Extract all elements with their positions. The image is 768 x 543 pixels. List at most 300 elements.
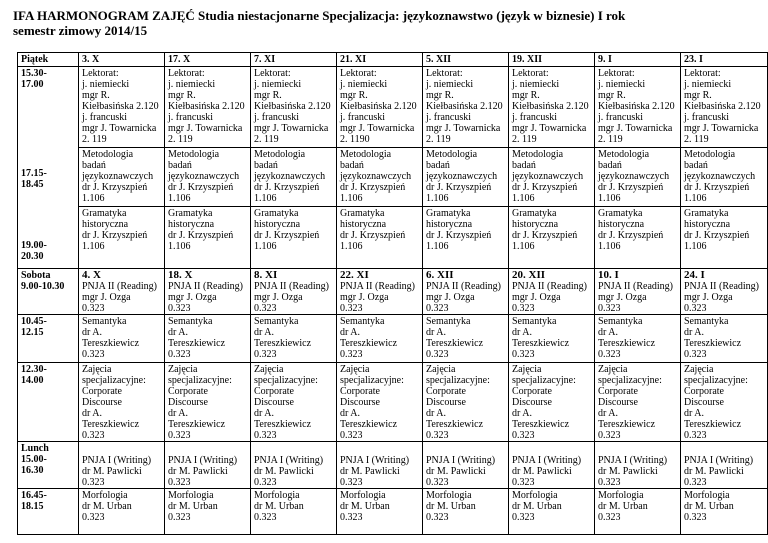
pnja2-line: 0.323 bbox=[340, 303, 363, 314]
class-cell bbox=[423, 363, 509, 442]
morfologia-row-line: dr M. Urban bbox=[254, 501, 304, 512]
saturday-date bbox=[681, 269, 768, 315]
metodologia-line: dr J. Krzyszpień bbox=[512, 182, 578, 193]
class-cell bbox=[165, 315, 251, 363]
morfologia-row-line: 0.323 bbox=[684, 512, 707, 523]
pnja2-line: 0.323 bbox=[684, 303, 707, 314]
saturday-date-text: 20. XII bbox=[512, 269, 546, 281]
gramatyka-line: 1.106 bbox=[82, 241, 105, 252]
lektorat-line: Kiełbasińska 2.120 bbox=[168, 101, 245, 112]
lektorat-line: mgr R. bbox=[168, 90, 196, 101]
pnja2-line: PNJA II (Reading) bbox=[82, 281, 157, 292]
zajecia-row-line: Zajęcia bbox=[598, 364, 628, 375]
class-cell bbox=[595, 363, 681, 442]
saturday-day-label bbox=[18, 269, 79, 315]
metodologia-line: 1.106 bbox=[254, 193, 277, 204]
zajecia-row-line: 0.323 bbox=[168, 430, 191, 441]
metodologia-line: językoznawczych bbox=[684, 171, 756, 182]
friday-date: 3. X bbox=[79, 53, 165, 67]
semantyka-row-line: Tereszkiewicz bbox=[340, 338, 398, 349]
morfologia-row-line: dr M. Urban bbox=[684, 501, 734, 512]
semantyka-row-line: 0.323 bbox=[512, 349, 535, 360]
morfologia-row bbox=[18, 489, 768, 535]
lektorat-line: Lektorat: bbox=[168, 68, 205, 79]
day-name: Sobota bbox=[21, 270, 51, 281]
metodologia-line: 1.106 bbox=[340, 193, 363, 204]
lektorat-line: mgr J. Towarnicka bbox=[340, 123, 415, 134]
metodologia-line: badań bbox=[426, 160, 450, 171]
lektorat-line: Kiełbasińska 2.120 bbox=[340, 101, 417, 112]
gramatyka-line: dr J. Krzyszpień bbox=[598, 230, 664, 241]
metodologia-block bbox=[423, 147, 508, 204]
lektorat-line: Kiełbasińska 2.120 bbox=[598, 101, 675, 112]
zajecia-row-line: Tereszkiewicz bbox=[82, 419, 140, 430]
lektorat-line: j. francuski bbox=[426, 112, 471, 123]
gramatyka-line: dr J. Krzyszpień bbox=[340, 230, 406, 241]
zajecia-row-line: Corporate bbox=[168, 386, 208, 397]
zajecia-row-line: Tereszkiewicz bbox=[598, 419, 656, 430]
lektorat-line: j. niemiecki bbox=[168, 79, 216, 90]
semantyka-row-line: 0.323 bbox=[254, 349, 277, 360]
gramatyka-line: dr J. Krzyszpień bbox=[168, 230, 234, 241]
pnja2-line: 0.323 bbox=[254, 303, 277, 314]
zajecia-row-line: Corporate bbox=[512, 386, 552, 397]
zajecia-row-line: 0.323 bbox=[82, 430, 105, 441]
gramatyka-block bbox=[681, 206, 767, 252]
lektorat-line: 2. 119 bbox=[598, 134, 623, 145]
semantyka-row-line: dr A. bbox=[168, 327, 188, 338]
semantyka-row-line: Semantyka bbox=[598, 316, 643, 327]
morfologia-row-line: dr M. Urban bbox=[426, 501, 476, 512]
time-slot: 15.00- 16.30 bbox=[21, 454, 47, 476]
gramatyka-block bbox=[79, 206, 164, 252]
lektorat-line: mgr R. bbox=[254, 90, 282, 101]
pnja1-row bbox=[18, 442, 768, 489]
friday-classes-row bbox=[18, 67, 768, 269]
saturday-date bbox=[509, 269, 595, 315]
saturday-date-text: 24. I bbox=[684, 269, 705, 281]
time-slot: 19.00- 20.30 bbox=[21, 240, 47, 262]
pnja1-row-line: dr M. Pawlicki bbox=[426, 466, 486, 477]
schedule-table bbox=[17, 52, 768, 535]
zajecia-row-line: Corporate bbox=[598, 386, 638, 397]
metodologia-line: dr J. Krzyszpień bbox=[340, 182, 406, 193]
lektorat-line: 2. 119 bbox=[254, 134, 279, 145]
gramatyka-line: 1.106 bbox=[168, 241, 191, 252]
zajecia-row-line: Tereszkiewicz bbox=[254, 419, 312, 430]
class-cell bbox=[509, 442, 595, 489]
zajecia-row-line: Zajęcia bbox=[426, 364, 456, 375]
metodologia-line: językoznawczych bbox=[254, 171, 326, 182]
lektorat-line: 2. 119 bbox=[512, 134, 537, 145]
metodologia-line: językoznawczych bbox=[512, 171, 584, 182]
metodologia-line: 1.106 bbox=[426, 193, 449, 204]
gramatyka-line: 1.106 bbox=[512, 241, 535, 252]
pnja2-line: PNJA II (Reading) bbox=[168, 281, 243, 292]
class-cell bbox=[423, 442, 509, 489]
zajecia-row-line: Discourse bbox=[82, 397, 122, 408]
gramatyka-line: Gramatyka bbox=[168, 208, 213, 219]
time-slot: 16.45- 18.15 bbox=[21, 490, 47, 512]
pnja1-row-line: PNJA I (Writing) bbox=[684, 455, 754, 466]
metodologia-line: badań bbox=[340, 160, 364, 171]
saturday-date bbox=[337, 269, 423, 315]
metodologia-line: dr J. Krzyszpień bbox=[684, 182, 750, 193]
class-cell bbox=[423, 315, 509, 363]
metodologia-line: językoznawczych bbox=[426, 171, 498, 182]
lektorat-line: Lektorat: bbox=[82, 68, 119, 79]
zajecia-row-line: 0.323 bbox=[426, 430, 449, 441]
pnja2-line: mgr J. Ozga bbox=[340, 292, 389, 303]
lektorat-line: j. francuski bbox=[512, 112, 557, 123]
class-cell bbox=[423, 489, 509, 535]
class-cell bbox=[509, 363, 595, 442]
metodologia-block bbox=[79, 147, 164, 204]
morfologia-row-line: Morfologia bbox=[82, 490, 128, 501]
zajecia-row-line: Zajęcia bbox=[254, 364, 284, 375]
morfologia-row-line: 0.323 bbox=[168, 512, 191, 523]
spacer bbox=[598, 443, 678, 455]
lektorat-line: 2. 119 bbox=[426, 134, 451, 145]
morfologia-row-line: dr M. Urban bbox=[82, 501, 132, 512]
semantyka-row-line: 0.323 bbox=[168, 349, 191, 360]
gramatyka-line: historyczna bbox=[684, 219, 731, 230]
metodologia-line: Metodologia bbox=[598, 149, 650, 160]
metodologia-line: Metodologia bbox=[340, 149, 392, 160]
lektorat-line: j. francuski bbox=[254, 112, 299, 123]
zajecia-row-line: specjalizacyjne: bbox=[598, 375, 662, 386]
saturday-date-text: 6. XII bbox=[426, 269, 454, 281]
friday-cell bbox=[79, 67, 165, 269]
friday-cell bbox=[423, 67, 509, 269]
zajecia-row-line: Tereszkiewicz bbox=[512, 419, 570, 430]
gramatyka-line: Gramatyka bbox=[426, 208, 471, 219]
spacer bbox=[168, 443, 248, 455]
pnja1-row-line: PNJA I (Writing) bbox=[168, 455, 238, 466]
class-cell bbox=[251, 363, 337, 442]
saturday-header-row bbox=[18, 269, 768, 315]
metodologia-line: dr J. Krzyszpień bbox=[426, 182, 492, 193]
semantyka-row-line: dr A. bbox=[340, 327, 360, 338]
metodologia-line: dr J. Krzyszpień bbox=[598, 182, 664, 193]
pnja2-line: mgr J. Ozga bbox=[168, 292, 217, 303]
gramatyka-block bbox=[337, 206, 422, 252]
pnja2-line: PNJA II (Reading) bbox=[684, 281, 759, 292]
semantyka-row-line: dr A. bbox=[82, 327, 102, 338]
zajecia-row-line: specjalizacyjne: bbox=[82, 375, 146, 386]
lektorat-line: 2. 119 bbox=[82, 134, 107, 145]
morfologia-row-line: 0.323 bbox=[340, 512, 363, 523]
spacer bbox=[426, 443, 506, 455]
metodologia-line: dr J. Krzyszpień bbox=[168, 182, 234, 193]
pnja2-line: mgr J. Ozga bbox=[684, 292, 733, 303]
lektorat-line: mgr R. bbox=[340, 90, 368, 101]
zajecia-row-line: specjalizacyjne: bbox=[340, 375, 404, 386]
lektorat-line: 2. 119 bbox=[168, 134, 193, 145]
pnja1-row-line: 0.323 bbox=[254, 477, 277, 488]
lektorat-line: Kiełbasińska 2.120 bbox=[82, 101, 159, 112]
lektorat-line: Kiełbasińska 2.120 bbox=[254, 101, 331, 112]
semantyka-row-line: Tereszkiewicz bbox=[426, 338, 484, 349]
metodologia-line: Metodologia bbox=[254, 149, 306, 160]
gramatyka-line: Gramatyka bbox=[598, 208, 643, 219]
zajecia-row-line: Tereszkiewicz bbox=[168, 419, 226, 430]
lektorat-line: j. francuski bbox=[598, 112, 643, 123]
zajecia-row-line: Discourse bbox=[684, 397, 724, 408]
lektorat-line: mgr J. Towarnicka bbox=[598, 123, 673, 134]
semantyka-row-line: 0.323 bbox=[340, 349, 363, 360]
spacer bbox=[21, 190, 76, 240]
zajecia-row-line: specjalizacyjne: bbox=[684, 375, 748, 386]
zajecia-row-line: Corporate bbox=[426, 386, 466, 397]
zajecia-row-line: dr A. bbox=[340, 408, 360, 419]
semantyka-row-line: Semantyka bbox=[168, 316, 213, 327]
friday-cell bbox=[251, 67, 337, 269]
morfologia-row-line: Morfologia bbox=[512, 490, 558, 501]
morfologia-row-line: Morfologia bbox=[340, 490, 386, 501]
gramatyka-line: 1.106 bbox=[254, 241, 277, 252]
lektorat-line: j. niemiecki bbox=[82, 79, 130, 90]
lektorat-line: mgr J. Towarnicka bbox=[426, 123, 501, 134]
gramatyka-block bbox=[423, 206, 508, 252]
semantyka-row-line: Tereszkiewicz bbox=[254, 338, 312, 349]
gramatyka-line: Gramatyka bbox=[254, 208, 299, 219]
lektorat-line: j. francuski bbox=[168, 112, 213, 123]
class-cell bbox=[79, 442, 165, 489]
gramatyka-line: Gramatyka bbox=[512, 208, 557, 219]
metodologia-line: dr J. Krzyszpień bbox=[82, 182, 148, 193]
pnja1-row-line: 0.323 bbox=[340, 477, 363, 488]
semantyka-row-line: Semantyka bbox=[426, 316, 471, 327]
document-title bbox=[13, 8, 763, 38]
lektorat-line: Lektorat: bbox=[598, 68, 635, 79]
friday-date: 17. X bbox=[165, 53, 251, 67]
lektorat-line: mgr R. bbox=[684, 90, 712, 101]
zajecia-row-line: Zajęcia bbox=[82, 364, 112, 375]
pnja2-line: mgr J. Ozga bbox=[598, 292, 647, 303]
morfologia-row-line: 0.323 bbox=[254, 512, 277, 523]
lunch-label: Lunch bbox=[21, 443, 49, 454]
zajecia-row-line: Zajęcia bbox=[512, 364, 542, 375]
semantyka-row-line: Tereszkiewicz bbox=[684, 338, 742, 349]
lektorat-line: mgr R. bbox=[512, 90, 540, 101]
semantyka-row-line: dr A. bbox=[598, 327, 618, 338]
semantyka-row-line: dr A. bbox=[512, 327, 532, 338]
gramatyka-block bbox=[595, 206, 680, 252]
lektorat-line: mgr J. Towarnicka bbox=[512, 123, 587, 134]
time-label bbox=[18, 489, 79, 535]
semantyka-row bbox=[18, 315, 768, 363]
friday-date: 9. I bbox=[595, 53, 681, 67]
semantyka-row-line: 0.323 bbox=[82, 349, 105, 360]
saturday-date bbox=[423, 269, 509, 315]
gramatyka-line: historyczna bbox=[598, 219, 645, 230]
class-cell bbox=[251, 315, 337, 363]
pnja1-row-line: PNJA I (Writing) bbox=[254, 455, 324, 466]
morfologia-row-line: 0.323 bbox=[512, 512, 535, 523]
zajecia-row-line: Corporate bbox=[82, 386, 122, 397]
friday-date: 21. XI bbox=[337, 53, 423, 67]
lektorat-line: 2. 119 bbox=[684, 134, 709, 145]
saturday-date-text: 10. I bbox=[598, 269, 619, 281]
class-cell bbox=[251, 442, 337, 489]
lektorat-line: mgr R. bbox=[426, 90, 454, 101]
metodologia-block bbox=[165, 147, 250, 204]
lektorat-line: j. francuski bbox=[684, 112, 729, 123]
class-cell bbox=[337, 315, 423, 363]
metodologia-line: badań bbox=[684, 160, 708, 171]
pnja2-line: 0.323 bbox=[426, 303, 449, 314]
lektorat-line: mgr J. Towarnicka bbox=[684, 123, 759, 134]
zajecia-row-line: specjalizacyjne: bbox=[254, 375, 318, 386]
spacer bbox=[21, 90, 76, 168]
class-cell bbox=[165, 489, 251, 535]
morfologia-row-line: 0.323 bbox=[82, 512, 105, 523]
morfologia-row-line: Morfologia bbox=[426, 490, 472, 501]
metodologia-line: Metodologia bbox=[168, 149, 220, 160]
semantyka-row-line: Semantyka bbox=[82, 316, 127, 327]
saturday-date bbox=[251, 269, 337, 315]
class-cell bbox=[595, 442, 681, 489]
semantyka-row-line: Tereszkiewicz bbox=[82, 338, 140, 349]
metodologia-line: badań bbox=[598, 160, 622, 171]
time-label bbox=[18, 315, 79, 363]
gramatyka-line: dr J. Krzyszpień bbox=[426, 230, 492, 241]
pnja2-line: mgr J. Ozga bbox=[512, 292, 561, 303]
friday-times bbox=[18, 67, 79, 269]
metodologia-line: badań bbox=[82, 160, 106, 171]
gramatyka-line: dr J. Krzyszpień bbox=[82, 230, 148, 241]
gramatyka-line: dr J. Krzyszpień bbox=[684, 230, 750, 241]
pnja1-row-line: PNJA I (Writing) bbox=[598, 455, 668, 466]
gramatyka-line: dr J. Krzyszpień bbox=[512, 230, 578, 241]
pnja1-row-line: dr M. Pawlicki bbox=[340, 466, 400, 477]
metodologia-line: 1.106 bbox=[168, 193, 191, 204]
lektorat-line: j. niemiecki bbox=[512, 79, 560, 90]
semantyka-row-line: Semantyka bbox=[512, 316, 557, 327]
lektorat-line: Lektorat: bbox=[340, 68, 377, 79]
class-cell bbox=[337, 489, 423, 535]
zajecia-row-line: specjalizacyjne: bbox=[512, 375, 576, 386]
gramatyka-line: 1.106 bbox=[684, 241, 707, 252]
lektorat-line: mgr J. Towarnicka bbox=[168, 123, 243, 134]
gramatyka-line: Gramatyka bbox=[82, 208, 127, 219]
metodologia-line: Metodologia bbox=[512, 149, 564, 160]
morfologia-row-line: 0.323 bbox=[598, 512, 621, 523]
semantyka-row-line: Tereszkiewicz bbox=[168, 338, 226, 349]
metodologia-line: badań bbox=[512, 160, 536, 171]
semantyka-row-line: dr A. bbox=[254, 327, 274, 338]
metodologia-line: językoznawczych bbox=[598, 171, 670, 182]
class-cell bbox=[165, 442, 251, 489]
class-cell bbox=[337, 442, 423, 489]
semantyka-row-line: 0.323 bbox=[598, 349, 621, 360]
zajecia-row-line: Discourse bbox=[168, 397, 208, 408]
zajecia-row-line: Discourse bbox=[598, 397, 638, 408]
class-cell bbox=[79, 489, 165, 535]
pnja1-row-line: 0.323 bbox=[426, 477, 449, 488]
friday-cell bbox=[165, 67, 251, 269]
metodologia-line: badań bbox=[168, 160, 192, 171]
semantyka-row-line: Tereszkiewicz bbox=[598, 338, 656, 349]
gramatyka-line: historyczna bbox=[254, 219, 301, 230]
zajecia-row-line: specjalizacyjne: bbox=[168, 375, 232, 386]
morfologia-row-line: Morfologia bbox=[598, 490, 644, 501]
saturday-date-text: 22. XI bbox=[340, 269, 369, 281]
lektorat-line: j. niemiecki bbox=[426, 79, 474, 90]
metodologia-line: Metodologia bbox=[426, 149, 478, 160]
gramatyka-block bbox=[509, 206, 594, 252]
metodologia-line: Metodologia bbox=[82, 149, 134, 160]
saturday-date-text: 4. X bbox=[82, 269, 101, 281]
pnja2-line: PNJA II (Reading) bbox=[512, 281, 587, 292]
lektorat-line: j. niemiecki bbox=[684, 79, 732, 90]
class-cell bbox=[337, 363, 423, 442]
spacer bbox=[82, 443, 162, 455]
saturday-date-text: 18. X bbox=[168, 269, 193, 281]
pnja2-line: 0.323 bbox=[168, 303, 191, 314]
class-cell bbox=[79, 363, 165, 442]
pnja2-line: PNJA II (Reading) bbox=[598, 281, 673, 292]
metodologia-block bbox=[509, 147, 594, 204]
lektorat-line: mgr R. bbox=[82, 90, 110, 101]
gramatyka-line: historyczna bbox=[82, 219, 129, 230]
zajecia-row-line: Discourse bbox=[512, 397, 552, 408]
semantyka-row-line: Semantyka bbox=[340, 316, 385, 327]
zajecia-row-line: Discourse bbox=[340, 397, 380, 408]
lektorat-line: Lektorat: bbox=[426, 68, 463, 79]
lektorat-line: mgr R. bbox=[598, 90, 626, 101]
semantyka-row-line: Semantyka bbox=[254, 316, 299, 327]
metodologia-line: 1.106 bbox=[512, 193, 535, 204]
pnja2-line: PNJA II (Reading) bbox=[340, 281, 415, 292]
spacer bbox=[340, 443, 420, 455]
morfologia-row-line: Morfologia bbox=[168, 490, 214, 501]
zajecia-row-line: Tereszkiewicz bbox=[684, 419, 742, 430]
gramatyka-line: dr J. Krzyszpień bbox=[254, 230, 320, 241]
pnja1-row-line: 0.323 bbox=[168, 477, 191, 488]
metodologia-line: językoznawczych bbox=[168, 171, 240, 182]
pnja2-line: 0.323 bbox=[598, 303, 621, 314]
saturday-date-text: 8. XI bbox=[254, 269, 278, 281]
friday-date: 23. I bbox=[681, 53, 768, 67]
class-cell bbox=[681, 363, 768, 442]
semantyka-row-line: Tereszkiewicz bbox=[512, 338, 570, 349]
lektorat-line: j. francuski bbox=[340, 112, 385, 123]
lektorat-line: 2. 1190 bbox=[340, 134, 370, 145]
morfologia-row-line: Morfologia bbox=[254, 490, 300, 501]
zajecia-row-line: dr A. bbox=[426, 408, 446, 419]
metodologia-line: językoznawczych bbox=[82, 171, 154, 182]
gramatyka-line: 1.106 bbox=[598, 241, 621, 252]
zajecia-row-line: Zajęcia bbox=[340, 364, 370, 375]
lektorat-line: Kiełbasińska 2.120 bbox=[512, 101, 589, 112]
class-cell bbox=[509, 489, 595, 535]
zajecia-row-line: dr A. bbox=[598, 408, 618, 419]
pnja1-row-line: PNJA I (Writing) bbox=[426, 455, 496, 466]
friday-cell bbox=[337, 67, 423, 269]
metodologia-line: dr J. Krzyszpień bbox=[254, 182, 320, 193]
lektorat-line: j. niemiecki bbox=[340, 79, 388, 90]
pnja1-row-line: dr M. Pawlicki bbox=[254, 466, 314, 477]
class-cell bbox=[595, 315, 681, 363]
metodologia-block bbox=[681, 147, 767, 204]
friday-cell bbox=[509, 67, 595, 269]
saturday-date bbox=[165, 269, 251, 315]
time-slot: 15.30- 17.00 bbox=[21, 68, 47, 90]
zajecia-row bbox=[18, 363, 768, 442]
zajecia-row-line: dr A. bbox=[82, 408, 102, 419]
